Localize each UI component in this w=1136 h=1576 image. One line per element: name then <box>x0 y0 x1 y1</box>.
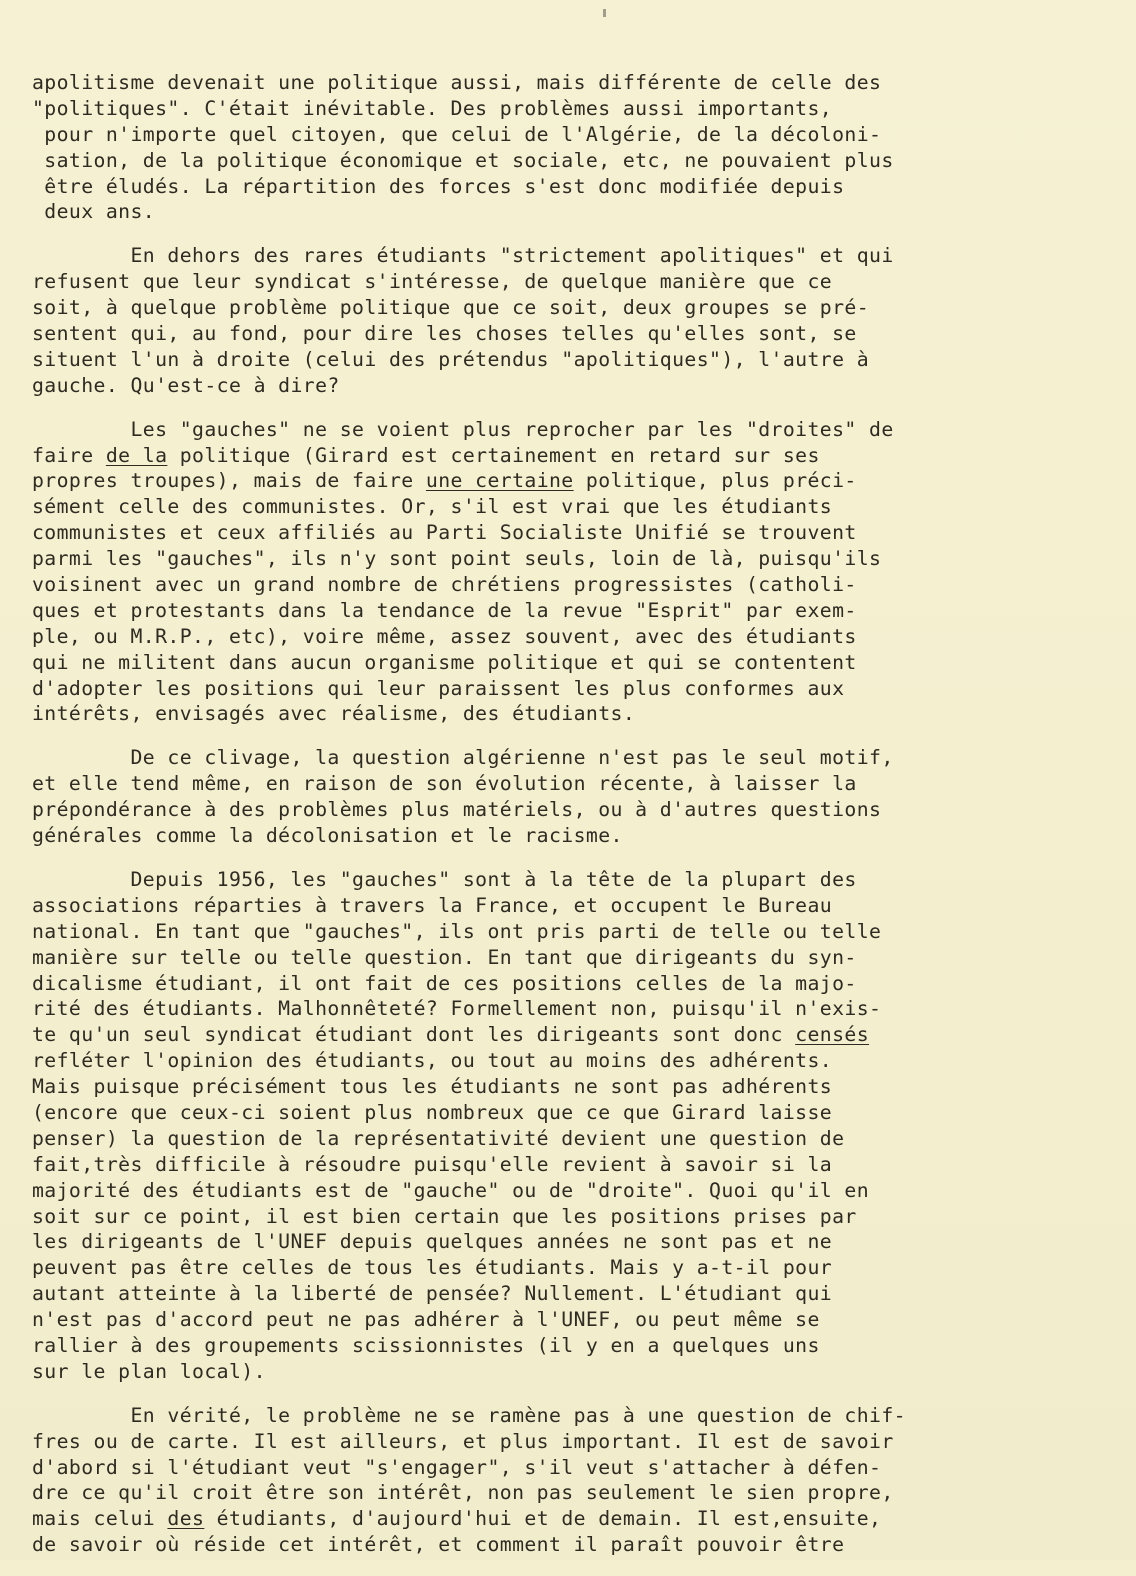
document-body <box>32 70 1082 1576</box>
text-line <box>32 1074 1082 1100</box>
text-line <box>32 417 1082 443</box>
text-line <box>32 701 1082 727</box>
text-line <box>32 945 1082 971</box>
paragraph <box>32 243 1082 398</box>
text-line <box>32 199 1082 225</box>
text-line <box>32 1022 1082 1048</box>
text-line <box>32 771 1082 797</box>
text-line <box>32 347 1082 373</box>
text-line <box>32 1403 1082 1429</box>
text-segment: de savoir où réside cet intérêt, et comment il paraît pouvoir être <box>32 1533 845 1557</box>
text-segment: Depuis 1956, les "gauches" sont à la tête de la plupart des <box>32 867 857 891</box>
text-line <box>32 295 1082 321</box>
paragraph <box>32 745 1082 849</box>
paragraph <box>32 417 1082 728</box>
text-segment: apolitisme devenait une politique aussi, mais différente de celle des <box>32 71 882 94</box>
text-segment: national. En tant que "gauches", ils ont pris parti de telle ou telle <box>32 919 882 943</box>
text-line <box>32 1126 1082 1152</box>
text-segment: dicalisme étudiant, il ont fait de ces positions celles de la majo- <box>32 971 857 995</box>
text-line <box>32 321 1082 347</box>
text-segment: les dirigeants de l'UNEF depuis quelques années ne sont pas et ne <box>32 1230 833 1254</box>
text-segment: penser) la question de la représentativité devient une question de <box>32 1126 845 1150</box>
text-line <box>32 96 1082 122</box>
text-segment: ple, ou M.R.P., etc), voire même, assez souvent, avec des étudiants <box>32 624 857 648</box>
text-segment: n'est pas d'accord peut ne pas adhérer à l'UNEF, ou peut même se <box>32 1308 820 1332</box>
text-segment: intérêts, envisagés avec réalisme, des étudiants. <box>32 702 636 726</box>
text-line <box>32 676 1082 702</box>
text-line <box>32 1532 1082 1558</box>
text-line <box>32 823 1082 849</box>
text-segment: fres ou de carte. Il est ailleurs, et plus important. Il est de savoir <box>32 1429 894 1453</box>
text-segment: dre ce qu'il croit être son intérêt, non pas seulement le sien propre, <box>32 1481 894 1505</box>
text-segment: prépondérance à des problèmes plus matériels, ou à d'autres questions <box>32 798 882 822</box>
underlined-text: des <box>167 1507 205 1531</box>
paragraph <box>32 867 1082 1385</box>
text-line <box>32 174 1082 200</box>
text-segment: et elle tend même, en raison de son évolution récente, à laisser la <box>32 772 857 796</box>
text-segment: politique, plus préci- <box>573 469 857 493</box>
text-line <box>32 520 1082 546</box>
text-line <box>32 70 1082 96</box>
text-line <box>32 572 1082 598</box>
text-segment: soit, à quelque problème politique que ce soit, deux groupes se pré- <box>32 296 870 320</box>
text-line <box>32 1455 1082 1481</box>
text-segment: situent l'un à droite (celui des prétendus "apolitiques"), l'autre à <box>32 347 870 371</box>
text-segment: sément celle des communistes. Or, s'il est vrai que les étudiants <box>32 495 833 519</box>
text-segment: sation, de la politique économique et sociale, etc, ne pouvaient plus <box>32 148 894 172</box>
text-segment: En dehors des rares étudiants "strictement apolitiques" et qui <box>32 244 894 268</box>
text-line <box>32 1359 1082 1385</box>
text-segment: soit sur ce point, il est bien certain que les positions prises par <box>32 1204 857 1228</box>
text-line <box>32 148 1082 174</box>
text-line <box>32 893 1082 919</box>
text-segment: deux ans. <box>32 200 156 224</box>
text-segment: faire <box>32 443 106 467</box>
text-segment: refléter l'opinion des étudiants, ou tout au moins des adhérents. <box>32 1049 833 1073</box>
text-line <box>32 443 1082 469</box>
text-line <box>32 1506 1082 1532</box>
text-segment: ques et protestants dans la tendance de la revue "Esprit" par exem- <box>32 598 857 622</box>
text-segment: refusent que leur syndicat s'intéresse, de quelque manière que ce <box>32 270 833 294</box>
text-line <box>32 996 1082 1022</box>
text-line <box>32 919 1082 945</box>
text-segment: (encore que ceux-ci soient plus nombreux que ce que Girard laisse <box>32 1100 833 1124</box>
text-segment: fait,très difficile à résoudre puisqu'elle revient à savoir si la <box>32 1152 833 1176</box>
text-segment: d'abord si l'étudiant veut "s'engager", s'il veut s'attacher à défen- <box>32 1455 882 1479</box>
text-segment: rité des étudiants. Malhonnêteté? Formellement non, puisqu'il n'exis- <box>32 997 882 1021</box>
text-line <box>32 1281 1082 1307</box>
text-line <box>32 373 1082 399</box>
paragraph <box>32 1403 1082 1558</box>
text-line <box>32 1178 1082 1204</box>
ink-speck <box>603 9 606 17</box>
text-segment: associations réparties à travers la France, et occupent le Bureau <box>32 893 833 917</box>
text-segment: qui ne militent dans aucun organisme politique et qui se contentent <box>32 650 857 674</box>
text-line <box>32 1429 1082 1455</box>
text-segment: "politiques". C'était inévitable. Des problèmes aussi importants, <box>32 96 833 120</box>
text-line <box>32 122 1082 148</box>
text-line <box>32 867 1082 893</box>
underlined-text: censés <box>795 1023 870 1047</box>
text-line <box>32 745 1082 771</box>
text-line <box>32 624 1082 650</box>
text-segment: autant atteinte à la liberté de pensée? Nullement. L'étudiant qui <box>32 1282 833 1306</box>
text-segment: En vérité, le problème ne se ramène pas à une question de chif- <box>32 1403 906 1427</box>
text-line <box>32 269 1082 295</box>
paragraph <box>32 70 1082 225</box>
text-segment: être éludés. La répartition des forces s'est donc modifiée depuis <box>32 174 845 198</box>
text-segment: peuvent pas être celles de tous les étudiants. Mais y a-t-il pour <box>32 1256 833 1280</box>
text-line <box>32 546 1082 572</box>
text-line <box>32 1333 1082 1359</box>
text-line <box>32 1229 1082 1255</box>
text-line <box>32 468 1082 494</box>
text-line <box>32 1307 1082 1333</box>
text-segment: voisinent avec un grand nombre de chrétiens progressistes (catholi- <box>32 573 857 597</box>
text-line <box>32 650 1082 676</box>
text-line <box>32 243 1082 269</box>
text-segment: générales comme la décolonisation et le racisme. <box>32 824 623 848</box>
text-line <box>32 1480 1082 1506</box>
underlined-text: de la <box>105 443 168 467</box>
text-segment: sur le plan local). <box>32 1359 266 1383</box>
text-segment: parmi les "gauches", ils n'y sont point seuls, loin de là, puisqu'ils <box>32 547 882 571</box>
text-segment: propres troupes), mais de faire <box>32 469 426 493</box>
text-segment: rallier à des groupements scissionnistes (il y en a quelques uns <box>32 1333 820 1357</box>
text-line <box>32 1048 1082 1074</box>
text-segment: Mais puisque précisément tous les étudiants ne sont pas adhérents <box>32 1075 833 1099</box>
text-segment: De ce clivage, la question algérienne n'est pas le seul motif, <box>32 746 894 770</box>
text-segment: d'adopter les positions qui leur paraissent les plus conformes aux <box>32 676 845 700</box>
text-line <box>32 797 1082 823</box>
text-line <box>32 971 1082 997</box>
text-segment: pour n'importe quel citoyen, que celui de l'Algérie, de la décoloni- <box>32 122 882 146</box>
text-segment: Les "gauches" ne se voient plus reprocher par les "droites" de <box>32 417 894 441</box>
text-segment: étudiants, d'aujourd'hui et de demain. Il est,ensuite, <box>204 1507 882 1531</box>
text-segment: communistes et ceux affiliés au Parti Socialiste Unifié se trouvent <box>32 521 857 545</box>
text-segment: politique (Girard est certainement en retard sur ses <box>167 443 820 467</box>
text-line <box>32 1100 1082 1126</box>
text-line <box>32 598 1082 624</box>
text-segment: mais celui <box>32 1507 168 1531</box>
text-line <box>32 1152 1082 1178</box>
text-line <box>32 1255 1082 1281</box>
text-line <box>32 1204 1082 1230</box>
text-segment: manière sur telle ou telle question. En tant que dirigeants du syn- <box>32 945 857 969</box>
underlined-text: une certaine <box>425 469 574 493</box>
text-segment: te qu'un seul syndicat étudiant dont les dirigeants sont donc <box>32 1023 796 1047</box>
text-segment: gauche. Qu'est-ce à dire? <box>32 373 340 397</box>
text-line <box>32 494 1082 520</box>
text-segment: sentent qui, au fond, pour dire les choses telles qu'elles sont, se <box>32 322 857 346</box>
text-segment: majorité des étudiants est de "gauche" ou de "droite". Quoi qu'il en <box>32 1178 870 1202</box>
